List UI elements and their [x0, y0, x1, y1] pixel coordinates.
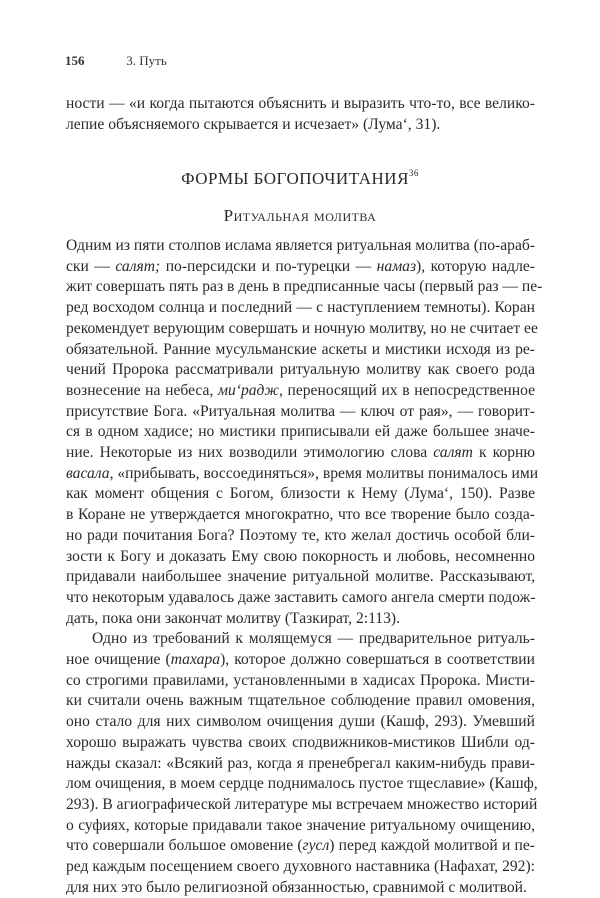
body-line: ное очищение (тахара), которое должно совершаться в соответствии — [66, 651, 535, 668]
body-line: ред каждым посещением своего духовного наставника (Нафахат, 292): — [66, 858, 535, 875]
body-line: дать, пока они закончат молитву (Тазкират, 2:113). — [66, 609, 400, 627]
body-line: ки считали очень важным тщательное соблюдение правил омовения, — [66, 692, 535, 710]
body-line: в Коране не утверждается многократно, что все творение было созда- — [66, 506, 535, 524]
running-head — [65, 53, 167, 69]
body-line: присутствие Бога. «Ритуальная молитва — ключ от рая», — говорит- — [66, 402, 535, 420]
body-line: ся в одном хадисе; но мистики приписывали ей даже большее значе- — [66, 423, 535, 441]
body-line: рекомендует верующим совершать и ночную молитву, но не считает ее — [66, 319, 538, 337]
body-line: ние. Некоторые из них возводили этимологию слова салят к корню — [66, 444, 536, 461]
body-line: хорошо выражать чувства своих сподвижников-мистиков Шибли од- — [66, 733, 535, 751]
section-title-text: ФОРМЫ БОГОПОЧИТАНИЯ — [181, 169, 409, 188]
body-line: со строгими правилами, установленными в хадисах Пророка. Мисти- — [66, 671, 535, 689]
body-line: 293). В агиографической литературе мы встречаем множество историй — [66, 795, 538, 813]
body-line: зости к Богу и доказать Ему свою покорность и любовь, несомненно — [66, 547, 535, 565]
page-number: 156 — [65, 53, 85, 68]
subsection-title: Ритуальная молитва — [223, 206, 377, 225]
intro-line: лепие объясняемого скрывается и исчезает» (Лума‘, 31). — [66, 115, 441, 133]
body-line: васала, «прибывать, воссоединяться», время молитвы понималось ими — [66, 464, 539, 482]
body-line: ред восходом солнца и последний — с наступлением темноты). Коран — [66, 299, 535, 317]
body-line: оно стало для них символом очищения души (Кашф, 293). Умевший — [66, 713, 535, 731]
body-line: вознесение на небеса, ми‘радж, переносящий их в непосредственное — [66, 381, 535, 399]
chapter-title: 3. Путь — [126, 53, 167, 68]
body-line: жит совершать пять раз в день в предписанные часы (первый раз — пе- — [66, 278, 543, 296]
body-line: что некоторым удавалось даже заставить самого ангела смерти подож- — [66, 588, 536, 606]
body-line: Одним из пяти столпов ислама является ритуальная молитва (по-араб- — [66, 237, 535, 254]
body-line: нажды сказал: «Всякий раз, когда я пренебрегал каким-нибудь прави- — [66, 754, 535, 772]
body-line: чений Пророка рассматривали ритуальную молитву как своего рода — [66, 361, 535, 379]
footnote-ref[interactable]: 36 — [408, 168, 419, 178]
body-line: как момент общения с Богом, близости к Нему (Лума‘, 150). Разве — [66, 485, 535, 503]
body-line: о суфиях, которые придавали такое значение ритуальному очищению, — [66, 816, 535, 834]
body-line: обязательной. Ранние мусульманские аскеты и мистики исходя из ре- — [66, 340, 535, 358]
body-line: но ради почитания Бога? Поэтому те, кто желал достичь особой бли- — [66, 526, 535, 544]
body-line: что совершали большое омовение (гусл) перед каждой молитвой и пе- — [66, 837, 535, 855]
body-line: ски — салят; по-персидски и по-турецки — намаз), которую надле- — [66, 257, 535, 275]
body-line: Одно из требований к молящемуся — предварительное ритуаль- — [92, 630, 535, 648]
section-title — [0, 168, 600, 189]
intro-line: ности — «и когда пытаются объяснить и выразить что-то, все велико- — [66, 95, 535, 112]
body-line: лом очищения, в моем сердце поднималось пустое тщеславие» (Кашф, — [66, 775, 538, 793]
body-line: для них это было религиозной обязанностью, сравнимой с молитвой. — [66, 878, 527, 896]
body-line: придавали наибольшее значение ритуальной молитве. Рассказывают, — [66, 568, 535, 586]
